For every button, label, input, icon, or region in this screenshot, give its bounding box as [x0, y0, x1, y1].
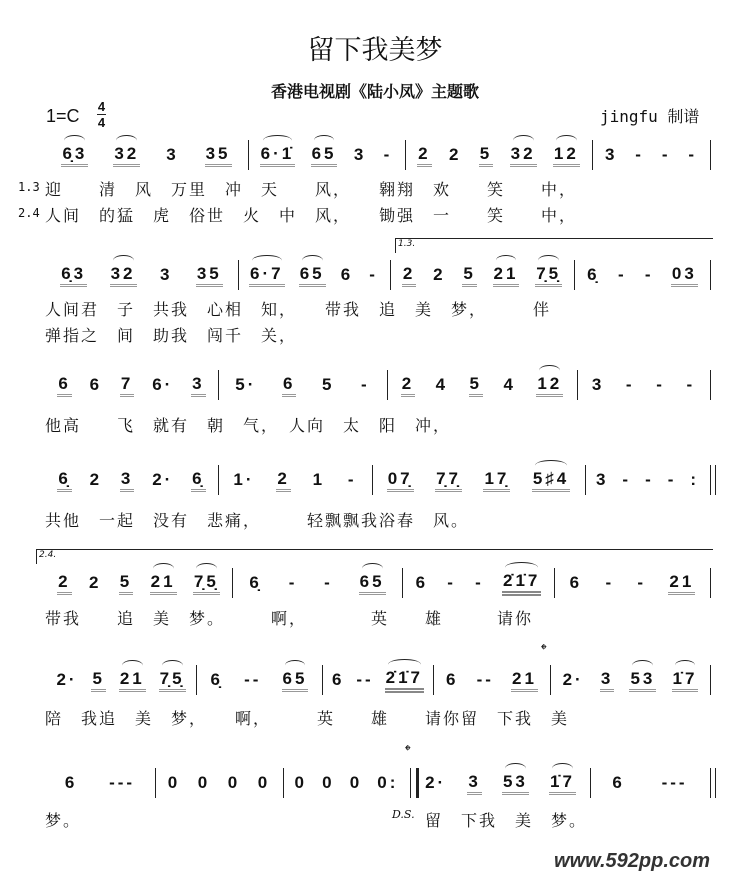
note-group: 3 — [600, 669, 614, 692]
note-group: - — [383, 145, 393, 164]
note-group: - — [361, 375, 370, 394]
note-group: 2 — [276, 469, 290, 492]
note-group: 5 — [462, 264, 476, 287]
note-group: 65 — [359, 572, 386, 595]
song-title: 留下我美梦 — [307, 35, 443, 66]
measure — [159, 768, 279, 798]
note-group: 5 — [479, 144, 493, 167]
note-group: 6 — [340, 265, 354, 284]
barline — [218, 465, 219, 495]
staff-line — [45, 140, 711, 170]
barline — [710, 568, 711, 598]
note-group: 3 — [353, 145, 367, 164]
note-group: 32 — [113, 144, 140, 167]
note-group: 2 — [89, 470, 103, 489]
note-group: 5 — [119, 572, 133, 595]
double-barline — [710, 768, 716, 798]
time-signature-bottom: 4 — [97, 115, 106, 130]
note-group: - — [475, 573, 484, 592]
note-group: - — [645, 470, 654, 489]
note-group: 4 — [435, 375, 449, 394]
note-group: 7̣5̣ — [159, 669, 186, 692]
note-group: 65 — [282, 669, 309, 692]
measure — [49, 768, 151, 798]
measure — [596, 140, 706, 170]
note-group: 21 — [511, 669, 538, 692]
volta-1-3: 1.3. — [395, 238, 713, 253]
note-group: 6 — [89, 375, 103, 394]
staff-line — [45, 260, 711, 290]
barline — [155, 768, 156, 798]
note-group: 21 — [150, 572, 177, 595]
measure — [49, 140, 244, 170]
note-group: 6̣ — [210, 670, 224, 689]
note-group: - — [347, 470, 357, 489]
barline — [433, 665, 434, 695]
note-group: 3 — [467, 772, 481, 795]
note-group: 5♯4 — [532, 469, 570, 492]
note-group: 2 — [448, 145, 462, 164]
barline — [710, 260, 711, 290]
note-group: 6̣ — [57, 469, 71, 492]
note-group: - — [369, 265, 378, 284]
lyric-line: 留 下我 美 梦。 — [425, 811, 588, 830]
measure — [200, 665, 318, 695]
note-group: 2 — [402, 264, 416, 287]
note-group: 1̇7 — [672, 669, 699, 692]
note-group: 6 — [415, 573, 429, 592]
note-group: - — [617, 265, 627, 284]
note-group: 2 — [88, 573, 102, 592]
barline — [710, 140, 711, 170]
note-group: 32 — [110, 264, 137, 287]
measure — [437, 665, 546, 695]
watermark: www.592pp.com — [554, 850, 710, 872]
barline — [372, 465, 373, 495]
barline — [550, 665, 551, 695]
staff-line — [45, 665, 711, 695]
note-group: 2 — [401, 374, 415, 397]
note-group: 12 — [536, 374, 563, 397]
measure — [49, 665, 192, 695]
measure — [406, 568, 550, 598]
note-group: 6·7 — [249, 264, 285, 287]
measure — [242, 260, 386, 290]
barline — [590, 768, 591, 798]
note-group: 6 — [446, 670, 459, 689]
barline — [387, 370, 388, 400]
barline — [322, 665, 323, 695]
note-group: 0 — [227, 773, 241, 792]
note-group: -- — [476, 670, 494, 689]
note-group: 6·1̇ — [260, 144, 296, 167]
note-group: - — [661, 145, 671, 164]
coda-icon: 𝄌 — [541, 640, 547, 659]
note-group: 2 — [433, 265, 446, 284]
measure — [414, 768, 586, 798]
note-group: 0: — [377, 773, 399, 792]
note-group: - — [324, 573, 333, 592]
note-group: 2̇1̇7 — [502, 571, 541, 596]
measure — [326, 665, 429, 695]
note-group: 35 — [205, 144, 232, 167]
note-group: 7̣5̣ — [193, 572, 220, 595]
note-group: 1· — [233, 470, 255, 489]
note-group: 0 — [167, 773, 181, 792]
note-group: - — [605, 573, 615, 592]
note-group: 53 — [502, 772, 529, 795]
key-signature: 1=C — [46, 106, 80, 126]
note-group: 1̇7 — [549, 772, 576, 795]
note-group: - — [644, 265, 654, 284]
barline — [283, 768, 284, 798]
note-group: 07̣ — [387, 469, 414, 492]
staff-line — [45, 465, 711, 495]
note-group: --- — [109, 773, 136, 792]
note-group: 6 — [64, 773, 78, 792]
arranger-credit: jingfu 制谱 — [600, 107, 700, 126]
note-group: - — [686, 375, 696, 394]
measure — [558, 568, 706, 598]
note-group: -- — [244, 670, 262, 689]
barline — [554, 568, 555, 598]
barline — [402, 568, 403, 598]
ds-marking: D.S. — [392, 808, 415, 821]
note-group: 5 — [469, 374, 483, 397]
lyric-line: 共他 一起 没有 悲痛， 轻飘飘我浴春 风。 — [45, 511, 470, 530]
note-group: 2̇1̇7 — [385, 668, 424, 693]
measure — [594, 768, 706, 798]
note-group: 7̣7̣ — [435, 469, 462, 492]
barline — [238, 260, 239, 290]
barline — [248, 140, 249, 170]
measure — [409, 140, 588, 170]
note-group: 5· — [235, 375, 257, 394]
measure — [49, 568, 228, 598]
lyric-line: 人间君 子 共我 心相 知， 带我 追 美 梦， 伴 — [45, 300, 552, 319]
note-group: 0 — [257, 773, 271, 792]
note-group: - — [625, 375, 635, 394]
note-group: 3 — [191, 374, 205, 397]
note-group: 35 — [196, 264, 223, 287]
note-group: - — [622, 470, 632, 489]
note-group: 12 — [553, 144, 580, 167]
note-group: 7̣5̣ — [535, 264, 562, 287]
coda-icon: 𝄌 — [405, 741, 411, 760]
barline — [232, 568, 233, 598]
note-group: 6 — [331, 670, 345, 689]
note-group: 2· — [562, 670, 584, 689]
measure — [49, 370, 214, 400]
measure — [222, 465, 368, 495]
barline — [405, 140, 406, 170]
note-group: : — [690, 470, 700, 489]
barline — [710, 665, 711, 695]
note-group: - — [288, 573, 298, 592]
note-group: 65 — [299, 264, 326, 287]
note-group: 3 — [166, 145, 179, 164]
barline — [196, 665, 197, 695]
measure — [252, 140, 401, 170]
song-subtitle: 香港电视剧《陆小凤》主题歌 — [270, 82, 479, 101]
note-group: - — [637, 573, 647, 592]
double-barline — [710, 465, 716, 495]
note-group: 3 — [604, 145, 618, 164]
measure — [589, 465, 706, 495]
note-group: 53 — [629, 669, 656, 692]
note-group: 3 — [591, 375, 605, 394]
note-group: 3 — [120, 469, 134, 492]
measure — [49, 465, 214, 495]
note-group: 2· — [56, 670, 78, 689]
note-group: 0 — [197, 773, 211, 792]
measure — [581, 370, 706, 400]
note-group: 0 — [349, 773, 363, 792]
lyric-line: 他高 飞 就有 朝 气， 人向 太 阳 冲， — [45, 416, 452, 435]
note-group: 7 — [120, 374, 134, 397]
note-group: 4 — [503, 375, 516, 394]
note-group: -- — [356, 670, 374, 689]
note-group: 17̣ — [483, 469, 510, 492]
note-group: 65 — [311, 144, 338, 167]
note-group: 2 — [57, 572, 71, 595]
measure — [554, 665, 706, 695]
lyric-line: 人间 的猛 虎 俗世 火 中 风， 锄强 一 笑 中， — [45, 206, 578, 225]
note-group: 3 — [595, 470, 609, 489]
lyric-line: 梦。 — [45, 811, 82, 830]
note-group: 21 — [668, 572, 695, 595]
note-group: 1 — [312, 470, 326, 489]
barline — [577, 370, 578, 400]
note-group: 6̣ — [249, 573, 262, 592]
lyric-line: 带我 追 美 梦。 啊， 英 雄 请你 — [45, 609, 534, 628]
staff-line — [45, 370, 711, 400]
note-group: 21 — [493, 264, 520, 287]
volta-2-4: 2.4. — [36, 549, 713, 564]
verse-label: 2.4 — [18, 206, 40, 220]
barline — [585, 465, 586, 495]
note-group: --- — [661, 773, 688, 792]
note-group: 6̣ — [191, 469, 205, 492]
note-group: 6 — [612, 773, 625, 792]
note-group: 6· — [152, 375, 174, 394]
barline — [390, 260, 391, 290]
note-group: 5 — [91, 669, 105, 692]
note-group: 03 — [671, 264, 698, 287]
note-group: - — [667, 470, 677, 489]
barline — [574, 260, 575, 290]
note-group: 21 — [119, 669, 146, 692]
verse-label: 1.3 — [18, 180, 40, 194]
note-group: 0 — [322, 773, 335, 792]
time-signature — [97, 100, 106, 129]
lyric-line: 弹指之 间 助我 闯千 关， — [45, 326, 298, 345]
staff-line — [45, 568, 711, 598]
measure — [236, 568, 398, 598]
lyric-line: 迎 清 风 万里 冲 天 风， 翱翔 欢 笑 中， — [45, 180, 578, 199]
note-group: 6̣3 — [61, 144, 88, 167]
note-group: 2 — [417, 144, 431, 167]
measure — [287, 768, 406, 798]
note-group: - — [447, 573, 456, 592]
barline — [710, 370, 711, 400]
note-group: 2· — [425, 773, 447, 792]
note-group: 6 — [282, 374, 296, 397]
note-group: - — [656, 375, 665, 394]
note-group: 5 — [322, 375, 335, 394]
barline — [592, 140, 593, 170]
note-group: - — [635, 145, 644, 164]
measure — [49, 260, 234, 290]
note-group: 6 — [57, 374, 71, 397]
note-group: 3 — [159, 265, 173, 284]
barline — [218, 370, 219, 400]
note-group: 6̣3 — [60, 264, 87, 287]
note-group: 6 — [569, 573, 583, 592]
note-group: 2· — [152, 470, 174, 489]
measure — [222, 370, 383, 400]
measure — [391, 370, 573, 400]
lyric-line: 陪 我追 美 梦， 啊， 英 雄 请你留 下我 美 — [45, 709, 570, 728]
time-signature-top: 4 — [97, 99, 106, 114]
measure — [578, 260, 706, 290]
note-group: - — [688, 145, 698, 164]
note-group: 0 — [294, 773, 308, 792]
measure — [394, 260, 570, 290]
note-group: 6̣ — [587, 265, 600, 284]
staff-line — [45, 768, 711, 798]
measure — [376, 465, 581, 495]
note-group: 32 — [510, 144, 537, 167]
